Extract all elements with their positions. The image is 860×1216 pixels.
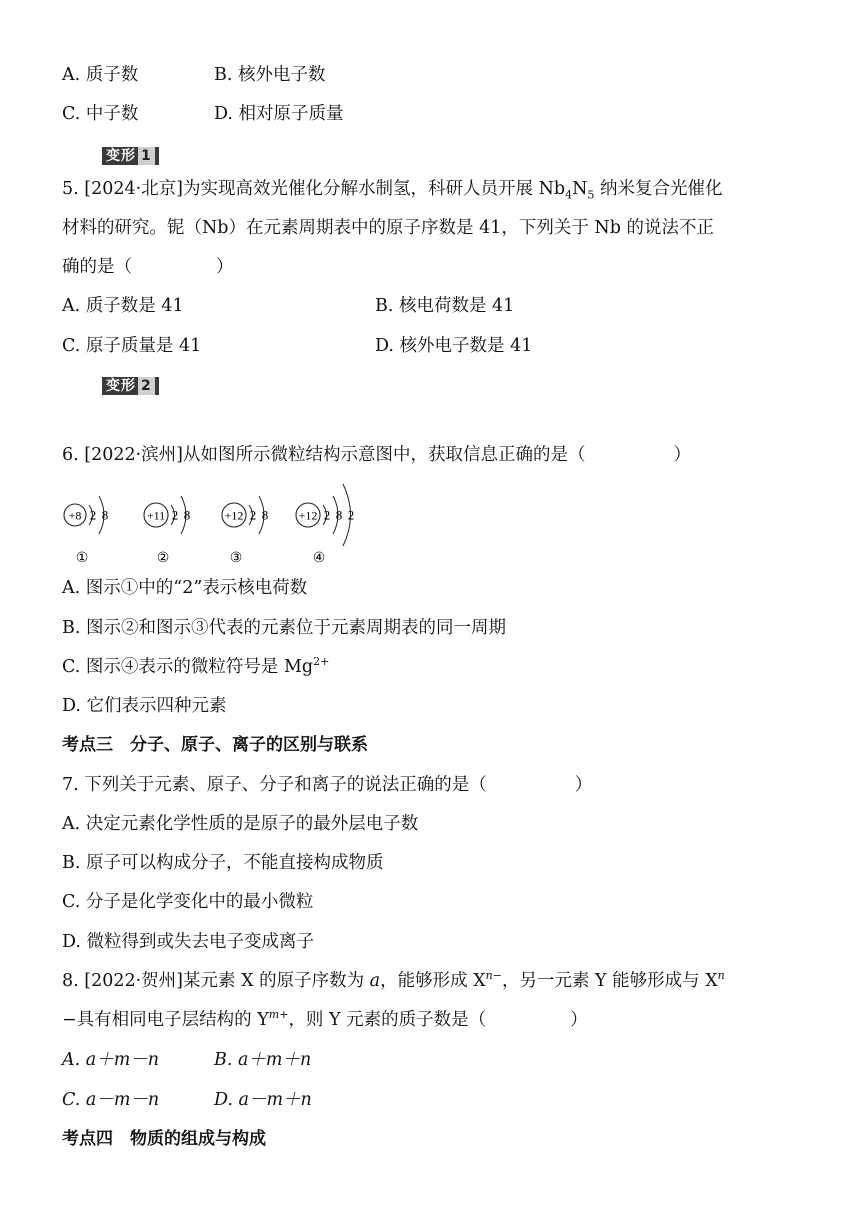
q8-var-a: a [369, 971, 381, 991]
q5-option-b: B. 核电荷数是 41 [375, 296, 515, 316]
q8-sup-n-minus: n− [485, 969, 502, 983]
q8-option-b: B. a＋m＋n [214, 1050, 312, 1070]
shell-electrons-2-2: 8 [183, 507, 191, 523]
q8-close-paren: ） [570, 1010, 588, 1030]
q8-stem-text-2: −具有相同电子层结构的 Y [62, 1010, 269, 1030]
atom-diagram-3 [222, 496, 268, 566]
atom-diagram-1 [64, 496, 108, 566]
q5-option-a: A. 质子数是 41 [62, 296, 184, 316]
nucleus-charge-3: +12 [224, 508, 244, 523]
section-4-heading: 考点四 物质的组成与构成 [62, 1129, 266, 1149]
variant-1-tag [102, 147, 159, 165]
q6-stem [62, 443, 691, 467]
shell-electrons-4-2: 8 [335, 507, 343, 523]
nucleus-charge-4: +12 [298, 508, 318, 523]
q5-stem-line-1 [62, 177, 722, 201]
q7-option-d: D. 微粒得到或失去电子变成离子 [62, 932, 315, 952]
q5-sub-5: 5 [587, 188, 595, 202]
q8-sup-n: n [717, 969, 725, 983]
q7-close-paren: ） [574, 775, 593, 795]
shell-electrons-4-3: 2 [347, 507, 355, 523]
q4-option-a: A. 质子数 [62, 65, 139, 85]
q8-stem-line-1 [62, 969, 725, 993]
diagram-label-3: ③ [229, 551, 243, 566]
nucleus-charge-1: +8 [68, 508, 82, 523]
q8-stem-line-2 [62, 1008, 588, 1032]
q7-option-a: A. 决定元素化学性质的是原子的最外层电子数 [62, 814, 419, 834]
q8-sup-m-plus: m+ [268, 1008, 289, 1022]
q5-stem-text-1: 5. [2024·北京]为实现高效光催化分解水制氢，科研人员开展 Nb [62, 179, 566, 199]
variant-1-number: 1 [138, 147, 155, 165]
shell-electrons-2-1: 2 [171, 507, 179, 523]
q5-close-paren: ） [216, 257, 234, 277]
q8-option-c: C. a－m－n [62, 1090, 160, 1110]
shell-electrons-1-2: 8 [101, 507, 109, 523]
q7-stem [62, 773, 592, 797]
shell-electrons-3-1: 2 [249, 507, 257, 523]
shell-electrons-4-1: 2 [323, 507, 331, 523]
atom-diagram-4 [296, 484, 354, 566]
shell-electrons-3-2: 8 [261, 507, 269, 523]
variant-2-word: 变形 [106, 378, 136, 394]
atom-diagram-2 [144, 496, 190, 566]
diagram-label-4: ④ [312, 551, 326, 566]
q6-option-b: B. 图示②和图示③代表的元素位于元素周期表的同一周期 [62, 618, 506, 638]
q5-sub-4: 4 [565, 188, 573, 202]
q5-stem-text-3: 确的是（ [62, 257, 132, 277]
q5-stem-line-2: 材料的研究。铌（Nb）在元素周期表中的原子序数是 41，下列关于 Nb 的说法不正 [62, 218, 714, 238]
q8-stem-text-1c: ，另一元素 Y 能够形成与 X [501, 971, 718, 991]
q4-option-d: D. 相对原子质量 [214, 104, 344, 124]
q6-option-d: D. 它们表示四种元素 [62, 696, 227, 716]
q8-stem-text-1: 8. [2022·贺州]某元素 X 的原子序数为 [62, 971, 370, 991]
q7-option-c: C. 分子是化学变化中的最小微粒 [62, 892, 314, 912]
q7-option-b: B. 原子可以构成分子，不能直接构成物质 [62, 853, 384, 873]
q5-option-c: C. 原子质量是 41 [62, 336, 202, 356]
variant-1-word: 变形 [106, 148, 136, 164]
q6-option-c [62, 655, 329, 679]
diagram-label-1: ① [75, 551, 89, 566]
q6-close-paren: ） [673, 445, 692, 465]
atomic-structure-diagrams [55, 478, 375, 570]
q5-formula-n: N [572, 179, 588, 199]
variant-2-number: 2 [138, 377, 155, 395]
q8-option-d: D. a－m＋n [214, 1090, 312, 1110]
section-3-heading: 考点三 分子、原子、离子的区别与联系 [62, 735, 368, 755]
q5-option-d: D. 核外电子数是 41 [375, 336, 533, 356]
q6-option-c-text: C. 图示④表示的微粒符号是 Mg [62, 657, 314, 677]
q8-stem-text-1b: ，能够形成 X [380, 971, 486, 991]
q8-stem-text-2b: ，则 Y 元素的质子数是（ [288, 1010, 487, 1030]
q5-stem-text-1-end: 纳米复合光催化 [594, 179, 723, 199]
nucleus-charge-2: +11 [146, 508, 166, 523]
shell-electrons-1-1: 2 [89, 507, 97, 523]
q6-option-c-charge: 2+ [313, 655, 330, 669]
variant-2-tag [102, 377, 159, 395]
q5-stem-line-3 [62, 255, 234, 279]
q4-option-b: B. 核外电子数 [214, 65, 326, 85]
q4-option-c: C. 中子数 [62, 104, 139, 124]
q6-stem-text: 6. [2022·滨州]从如图所示微粒结构示意图中，获取信息正确的是（ [62, 445, 586, 465]
q8-option-a: A. a＋m－n [62, 1050, 160, 1070]
diagram-label-2: ② [156, 551, 170, 566]
q7-stem-text: 7. 下列关于元素、原子、分子和离子的说法正确的是（ [62, 775, 487, 795]
q6-option-a: A. 图示①中的“2”表示核电荷数 [62, 578, 308, 598]
